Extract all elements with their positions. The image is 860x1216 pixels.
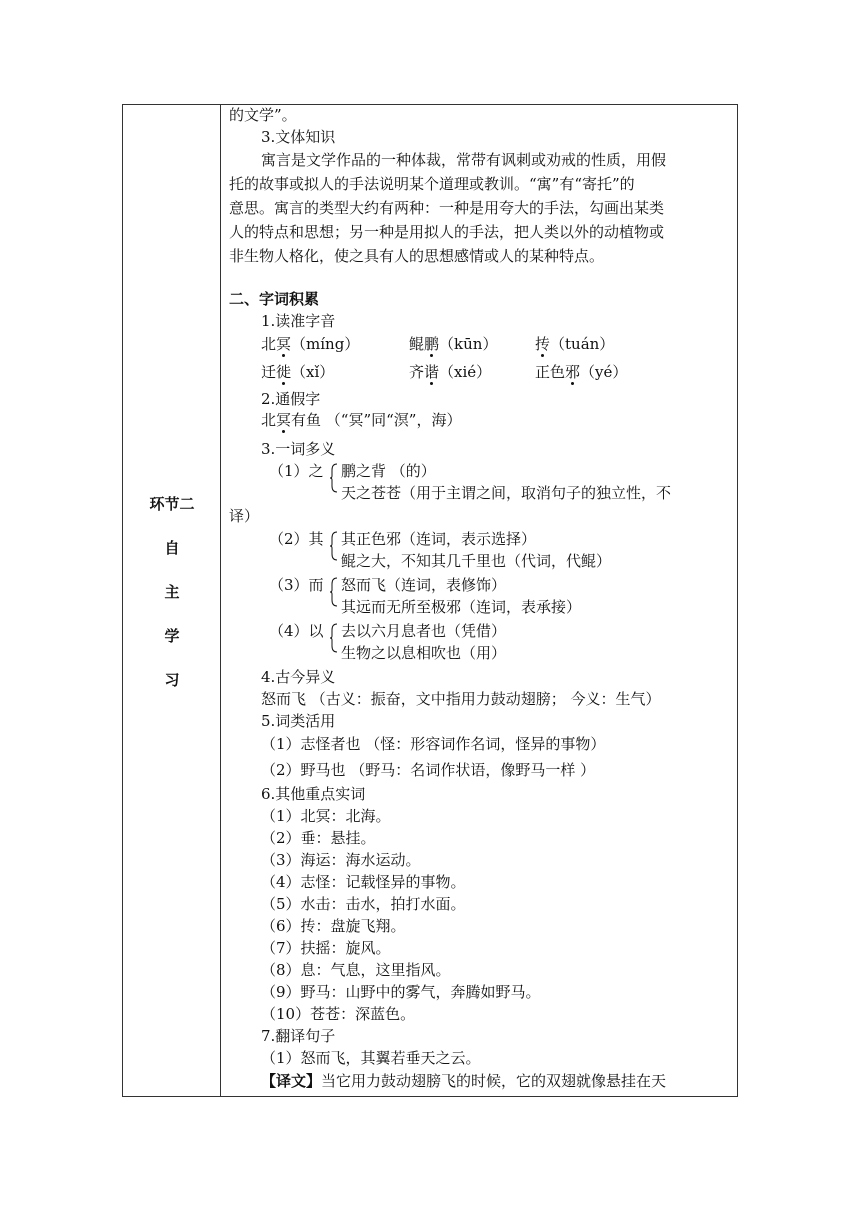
tongjia-text: 有鱼 （“冥”同“溟”，海） — [291, 411, 462, 429]
pinyin: （kūn） — [439, 335, 498, 353]
polysemy-example: 鹏之背 （的） — [341, 462, 436, 480]
subheading: 3.文体知识 — [261, 128, 336, 146]
pinyin: （xié） — [439, 363, 492, 381]
content-cell — [229, 105, 735, 1096]
tongjia-item — [261, 410, 461, 430]
section-column — [123, 105, 221, 1096]
section-title: 环节二 — [149, 495, 195, 513]
section-char: 习 — [164, 671, 180, 689]
polysemy-example: 去以六月息者也（凭借） — [341, 622, 507, 640]
pinyin: （míng） — [291, 335, 360, 353]
translation-text: 当它用力鼓动翅膀飞的时候，它的双翅就像悬挂在天 — [321, 1072, 667, 1090]
pinyin: （yé） — [580, 363, 628, 381]
subheading: 2.通假字 — [261, 390, 321, 408]
dotted-char: 冥 — [276, 411, 292, 429]
vocab-item: （4）志怪：记载怪异的事物。 — [261, 873, 466, 891]
sentence: （1）怒而飞，其翼若垂天之云。 — [261, 1049, 481, 1067]
dotted-char: 徙 — [276, 363, 292, 381]
char: 正色 — [535, 363, 566, 381]
subheading: 7.翻译句子 — [261, 1027, 336, 1045]
polysemy-example: 其远而无所至极邪（连词，表承接） — [341, 598, 582, 616]
text-line: 译） — [229, 507, 260, 525]
pinyin: （xǐ） — [291, 363, 335, 381]
lesson-table — [122, 104, 738, 1097]
pronunciation-item — [409, 362, 491, 382]
pronunciation-item — [261, 334, 359, 354]
vocab-item: （9）野马：山野中的雾气，奔腾如野马。 — [261, 983, 541, 1001]
vocab-item: （6）抟：盘旋飞翔。 — [261, 917, 406, 935]
paragraph-line: 托的故事或拟人的手法说明某个道理或教训。“寓”有“寄托”的 — [229, 175, 635, 193]
vocab-item: （2）垂：悬挂。 — [261, 829, 376, 847]
vocab-item: （10）苍苍：深蓝色。 — [261, 1005, 416, 1023]
dotted-char: 鹏 — [424, 335, 440, 353]
brace-icon — [329, 531, 337, 561]
pronunciation-item — [535, 362, 627, 382]
char: 迁 — [261, 363, 277, 381]
brace-icon — [329, 623, 337, 653]
char: 北 — [261, 411, 277, 429]
polysemy-label: （2）其 — [269, 530, 324, 548]
vocab-item: （1）北冥：北海。 — [261, 807, 391, 825]
subheading: 5.词类活用 — [261, 712, 336, 730]
dotted-char: 冥 — [276, 335, 292, 353]
dotted-char: 抟 — [535, 335, 551, 353]
section-heading: 二、字词积累 — [229, 290, 320, 308]
pronunciation-item — [409, 334, 497, 354]
subheading: 6.其他重点实词 — [261, 785, 366, 803]
vocab-item: （8）息：气息，这里指风。 — [261, 961, 451, 979]
polysemy-label: （1）之 — [269, 462, 324, 480]
brace-icon — [329, 577, 337, 607]
vocab-item: （5）水击：击水，拍打水面。 — [261, 895, 466, 913]
polysemy-example: 天之苍苍（用于主谓之间，取消句子的独立性，不 — [341, 484, 672, 502]
dotted-char: 谐 — [424, 363, 440, 381]
section-char: 学 — [164, 627, 180, 645]
subheading: 3.一词多义 — [261, 440, 336, 458]
subheading: 4.古今异义 — [261, 668, 336, 686]
polysemy-label: （3）而 — [269, 576, 324, 594]
translation-label: 【译文】 — [261, 1072, 322, 1090]
pronunciation-item — [535, 334, 614, 354]
dotted-char: 邪 — [565, 363, 581, 381]
char: 鲲 — [409, 335, 425, 353]
translation — [261, 1071, 666, 1091]
text-line: （2）野马也 （野马：名词作状语，像野马一样 ） — [261, 761, 596, 779]
polysemy-example: 鲲之大，不知其几千里也（代词，代鲲） — [341, 552, 612, 570]
vocab-item: （7）扶摇：旋风。 — [261, 939, 391, 957]
polysemy-example: 怒而飞（连词，表修饰） — [341, 576, 507, 594]
brace-icon — [329, 463, 337, 493]
pronunciation-item — [261, 362, 334, 382]
section-char: 自 — [164, 539, 180, 557]
polysemy-example: 生物之以息相吹也（用） — [341, 644, 507, 662]
paragraph-line: 非生物人格化，使之具有人的思想感情或人的某种特点。 — [229, 247, 605, 265]
paragraph-line: 寓言是文学作品的一种体裁，常带有讽刺或劝戒的性质，用假 — [261, 151, 667, 169]
text-line: 怒而飞 （古义：振奋，文中指用力鼓动翅膀； 今义：生气） — [261, 690, 661, 708]
char: 齐 — [409, 363, 425, 381]
pinyin: （tuán） — [550, 335, 615, 353]
char: 北 — [261, 335, 277, 353]
paragraph-line: 意思。寓言的类型大约有两种：一种是用夸大的手法，勾画出某类 — [229, 199, 665, 217]
polysemy-example: 其正色邪（连词，表示选择） — [341, 530, 537, 548]
subheading: 1.读准字音 — [261, 312, 336, 330]
text-line: （1）志怪者也 （怪：形容词作名词，怪异的事物） — [261, 735, 606, 753]
paragraph-line: 人的特点和思想；另一种是用拟人的手法，把人类以外的动植物或 — [229, 223, 665, 241]
polysemy-label: （4）以 — [269, 622, 324, 640]
vocab-item: （3）海运：海水运动。 — [261, 851, 421, 869]
section-char: 主 — [164, 583, 180, 601]
text-line: 的文学”。 — [229, 106, 297, 124]
